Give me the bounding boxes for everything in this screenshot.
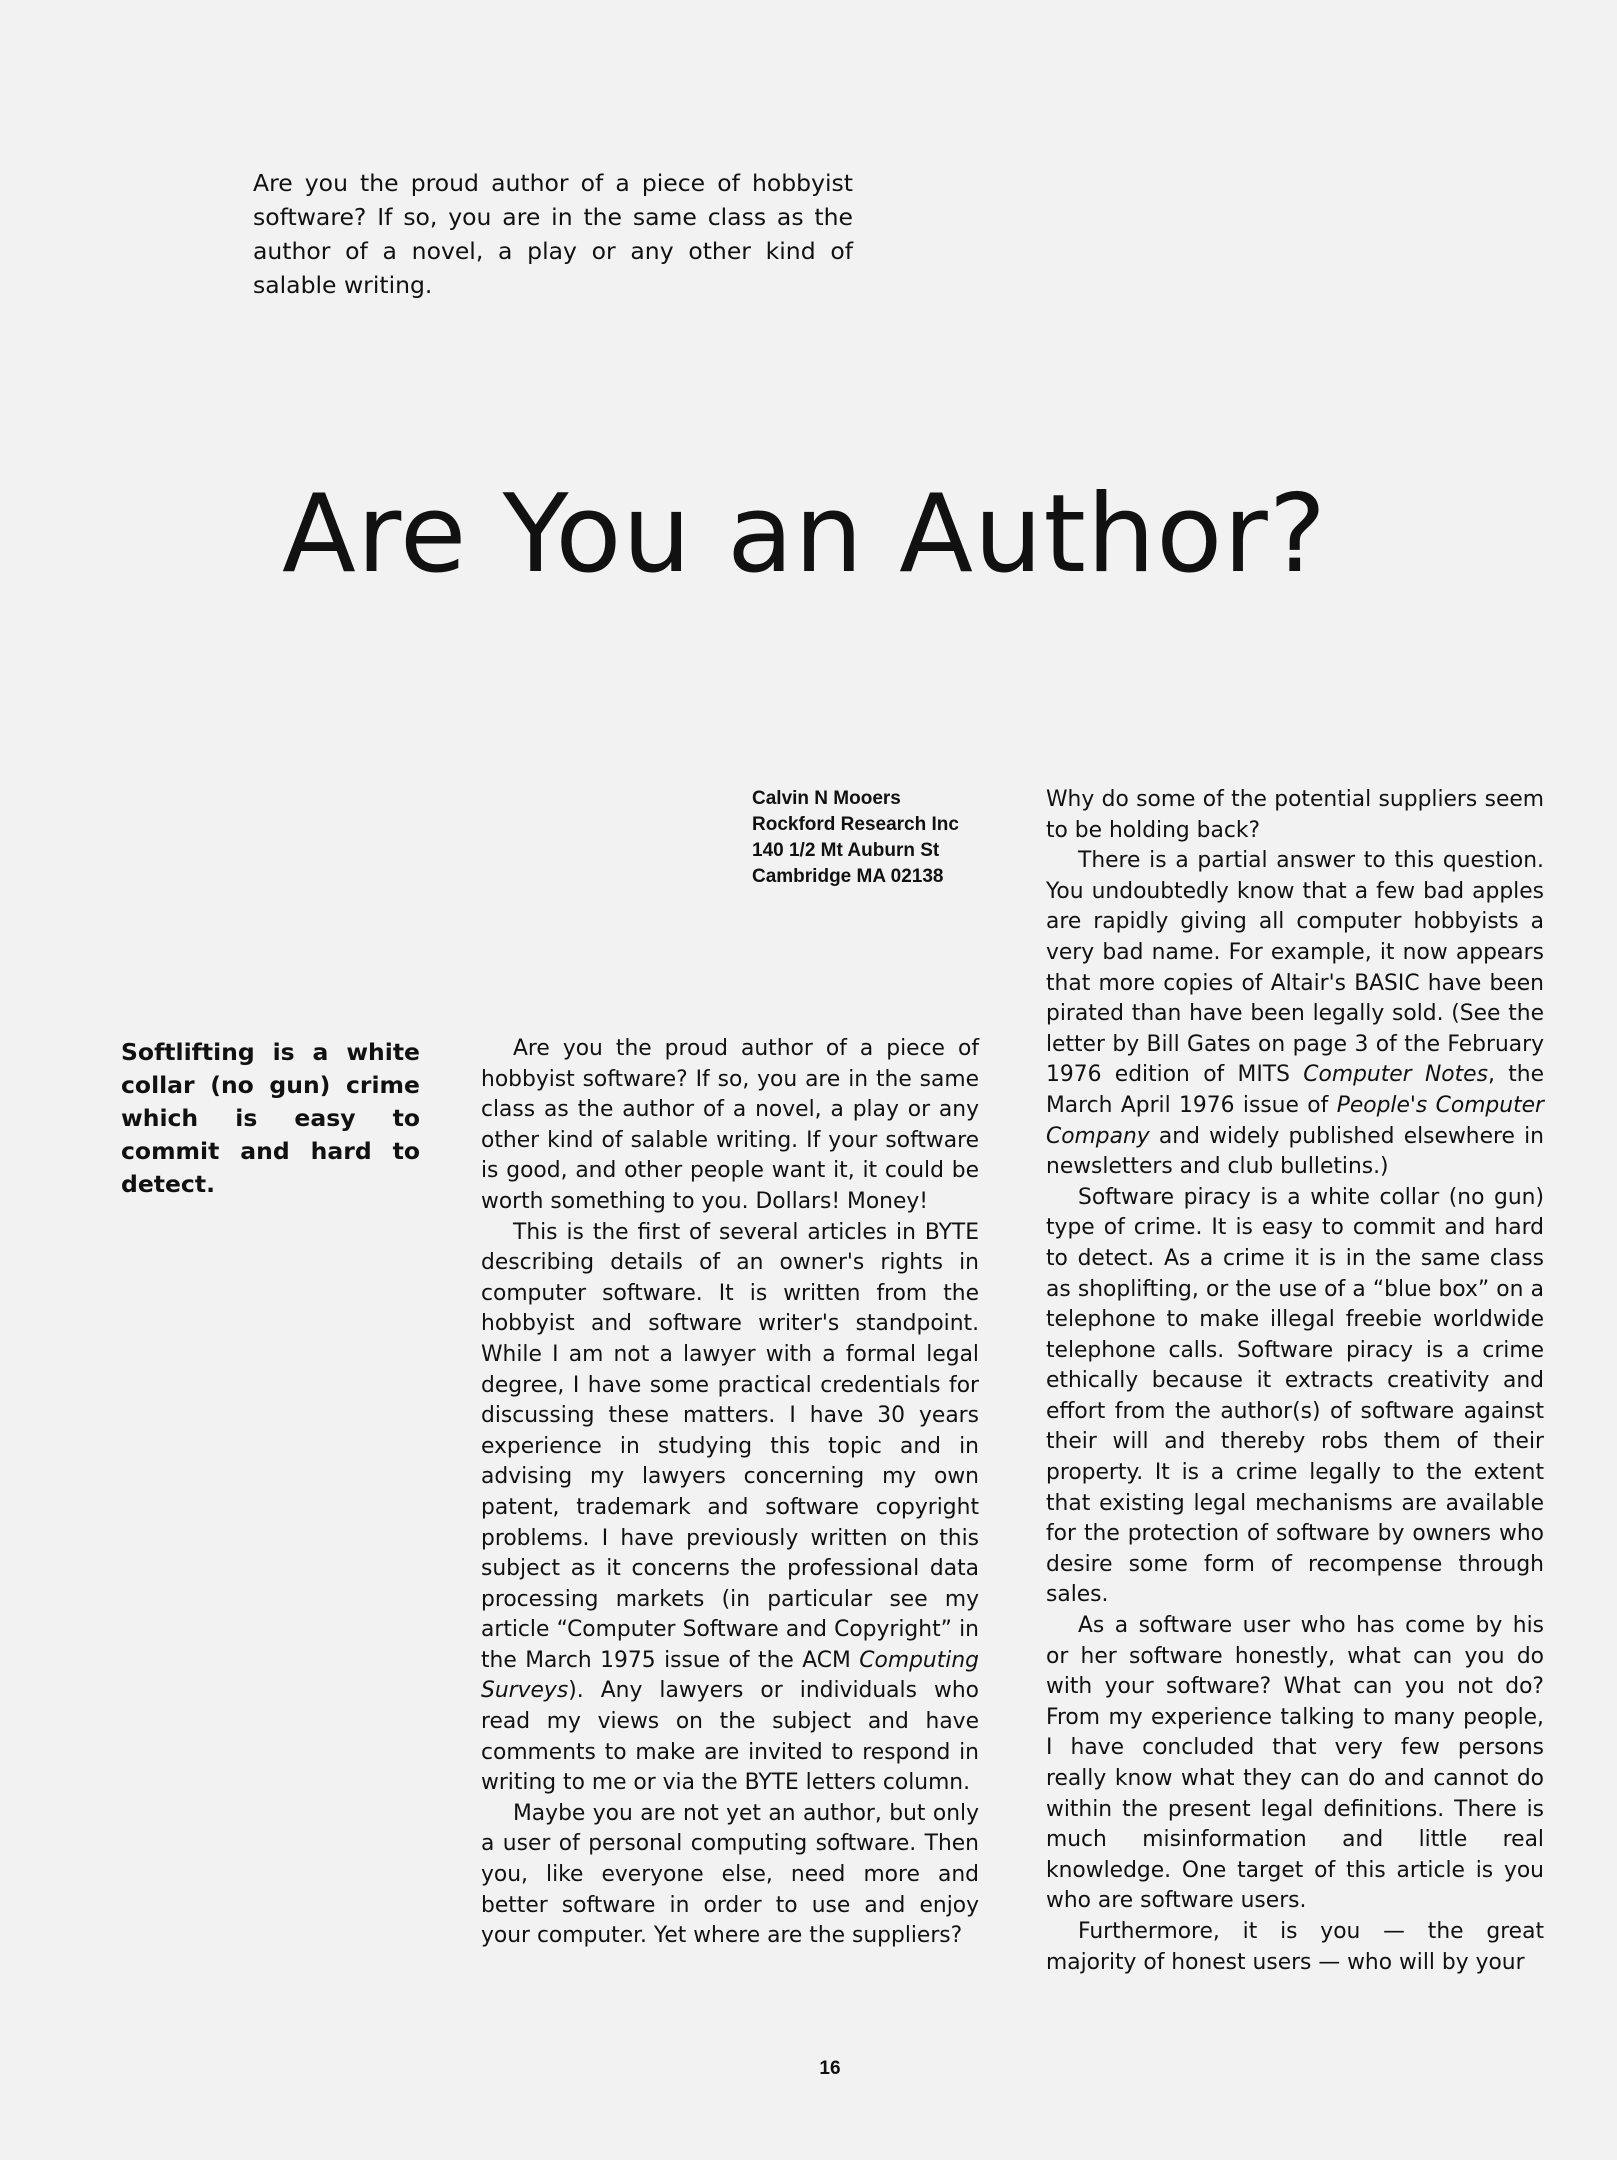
- author-byline: [752, 786, 1012, 890]
- article-title: Are You an Author?: [282, 472, 1328, 597]
- author-street: 140 1/2 Mt Auburn St: [752, 840, 940, 861]
- author-city: Cambridge MA 02138: [752, 866, 944, 887]
- body-paragraph: Are you the proud author of a piece of hobbyist software? If so, you are in the same class as the author of a novel, a play or any other kind of salable writing. If your software is good, and other people want it, it could be worth something to you. Dollars! Money!: [481, 1036, 979, 1214]
- middle-column: [481, 1034, 979, 1952]
- body-paragraph: Furthermore, it is you — the great majority of honest users — who will by your: [1046, 1918, 1544, 1975]
- body-paragraph: This is the first of several articles in BYTE describing details of an owner's rights in computer software. It is written from the hobbyist and software writer's standpoint. While I am not a lawyer with a formal legal degree, I have some practical credentials for discussing these matters. I have 30 years experience in studying this topic and in advising my lawyers concerning my own patent, trademark and software copyright problems. I have previously written on this subject as it concerns the professional data processing markets (in particular see my article “Computer Software and Copyright” in the March 1975 issue of the ACM Computing Surveys). Any lawyers or individuals who read my views on the subject and have comments to make are invited to respond in writing to me or via the BYTE letters column.: [481, 1219, 979, 1796]
- pull-quote: Softlifting is a white collar (no gun) crime which is easy to commit and hard to detect.: [121, 1038, 420, 1198]
- author-name: Calvin N Mooers: [752, 788, 901, 809]
- body-paragraph: As a software user who has come by his or her software honestly, what can you do with your software? What can you not do? From my experience talking to many people, I have concluded that very few persons really know what they can do and cannot do within the present legal definitions. There is much misinformation and little real knowledge. One target of this article is you who are software users.: [1046, 1613, 1544, 1914]
- page-number: 16: [819, 2058, 841, 2079]
- body-paragraph: Maybe you are not yet an author, but only a user of personal computing software. Then you, like everyone else, need more and better software in order to use and enjoy your computer. Yet where are the suppliers?: [481, 1800, 979, 1949]
- body-paragraph: Why do some of the potential suppliers seem to be holding back?: [1046, 787, 1544, 843]
- body-paragraph: Software piracy is a white collar (no gun) type of crime. It is easy to commit and hard to detect. As a crime it is in the same class as shoplifting, or the use of a “blue box” on a telephone to make illegal freebie worldwide telephone calls. Software piracy is a crime ethically because it extracts creativity and effort from the author(s) of software against their will and thereby robs them of their property. It is a crime legally to the extent that existing legal mechanisms are available for the protection of software by owners who desire some form of recompense through sales.: [1046, 1184, 1544, 1608]
- right-column: [1046, 785, 1544, 1978]
- body-paragraph: There is a partial answer to this question. You undoubtedly know that a few bad apples are rapidly giving all computer hobbyists a very bad name. For example, it now appears that more copies of Altair's BASIC have been pirated than have been legally sold. (See the letter by Bill Gates on page 3 of the February 1976 edition of MITS Computer Notes, the March April 1976 issue of People's Computer Company and widely published elsewhere in newsletters and club bulletins.): [1046, 848, 1544, 1180]
- author-company: Rockford Research Inc: [752, 814, 959, 835]
- intro-paragraph: Are you the proud author of a piece of hobbyist software? If so, you are in the same class as the author of a novel, a play or any other kind of salable writing.: [253, 169, 853, 299]
